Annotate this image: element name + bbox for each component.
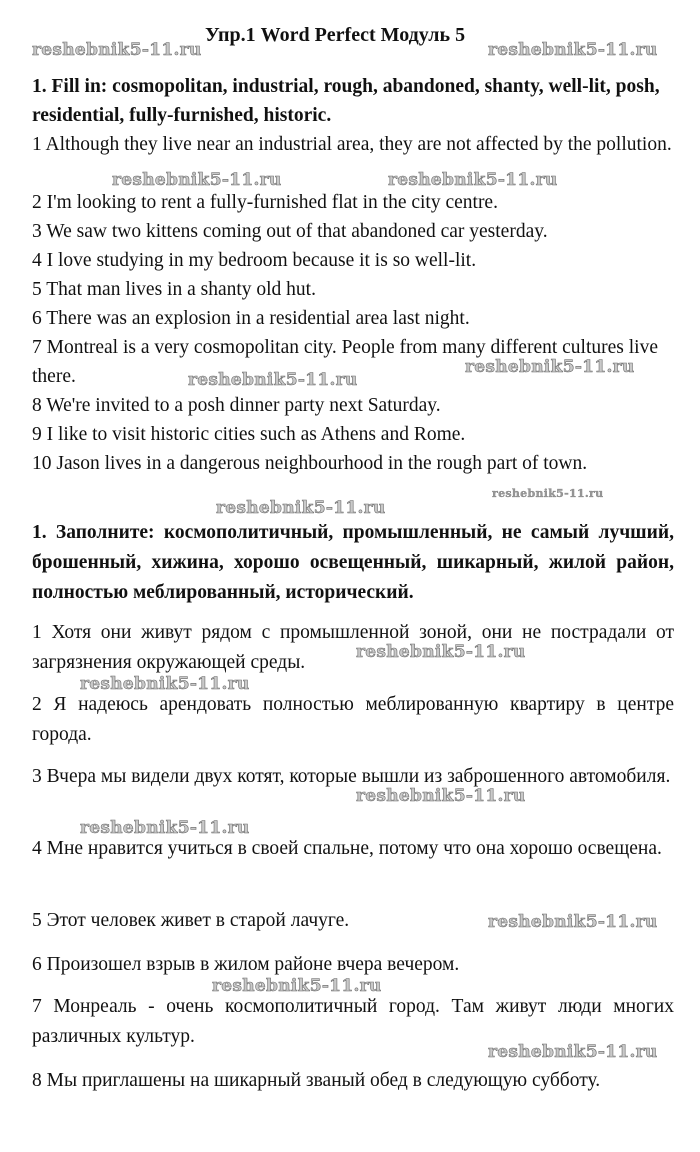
english-item: 3 We saw two kittens coming out of that abandoned car yesterday.: [32, 221, 548, 242]
watermark: reshebnik5-11.ru: [80, 818, 250, 838]
russian-item: 4 Мне нравится учиться в своей спальне, потому что она хорошо освещена.: [32, 838, 662, 859]
watermark: reshebnik5-11.ru: [212, 976, 382, 996]
watermark: reshebnik5-11.ru: [188, 370, 358, 390]
english-item: 1 Although they live near an industrial area, they are not affected by the pollution.: [32, 134, 672, 155]
watermark: reshebnik5-11.ru: [488, 1042, 658, 1062]
russian-item: 6 Произошел взрыв в жилом районе вчера вечером.: [32, 954, 460, 975]
english-item: 5 That man lives in a shanty old hut.: [32, 279, 316, 300]
watermark: reshebnik5-11.ru: [388, 170, 558, 190]
russian-item: 7 Монреаль - очень космополитичный город. Там живут люди многих различных культур.: [32, 996, 674, 1047]
russian-item: 2 Я надеюсь арендовать полностью меблированную квартиру в центре города.: [32, 694, 674, 745]
watermark: reshebnik5-11.ru: [488, 912, 658, 932]
watermark: reshebnik5-11.ru: [112, 170, 282, 190]
watermark: reshebnik5-11.ru: [356, 642, 526, 662]
page-title: Упр.1 Word Perfect Модуль 5: [205, 24, 466, 46]
watermark: reshebnik5-11.ru: [492, 487, 604, 500]
english-item: 9 I like to visit historic cities such as Athens and Rome.: [32, 424, 466, 445]
russian-item: 1 Хотя они живут рядом с промышленной зоной, они не пострадали от загрязнения окружающей среды.: [32, 622, 674, 673]
watermark: reshebnik5-11.ru: [32, 40, 202, 60]
english-item: 2 I'm looking to rent a fully-furnished flat in the city centre.: [32, 192, 498, 213]
english-instruction: 1. Fill in: cosmopolitan, industrial, rough, abandoned, shanty, well-lit, posh, residential, fully-furnished, historic.: [32, 76, 660, 126]
english-item: 6 There was an explosion in a residential area last night.: [32, 308, 470, 329]
russian-item: 5 Этот человек живет в старой лачуге.: [32, 910, 350, 931]
watermark: reshebnik5-11.ru: [216, 498, 386, 518]
russian-item: 8 Мы приглашены на шикарный званый обед в следующую субботу.: [32, 1070, 601, 1091]
watermark: reshebnik5-11.ru: [80, 674, 250, 694]
watermark: reshebnik5-11.ru: [356, 786, 526, 806]
russian-item: 3 Вчера мы видели двух котят, которые вышли из заброшенного автомобиля.: [32, 766, 671, 787]
english-item: 4 I love studying in my bedroom because it is so well-lit.: [32, 250, 477, 271]
watermark: reshebnik5-11.ru: [488, 40, 658, 60]
english-item: 10 Jason lives in a dangerous neighbourhood in the rough part of town.: [32, 453, 588, 474]
watermark: reshebnik5-11.ru: [465, 357, 635, 377]
english-item: 8 We're invited to a posh dinner party next Saturday.: [32, 395, 441, 416]
russian-instruction: 1. Заполните: космополитичный, промышленный, не самый лучший, брошенный, хижина, хорошо освещенный, шикарный, жилой район, полностью меблированный, исторический.: [32, 522, 674, 603]
english-item: 7 Montreal is a very cosmopolitan city. People from many different cultures live there.: [32, 337, 658, 387]
